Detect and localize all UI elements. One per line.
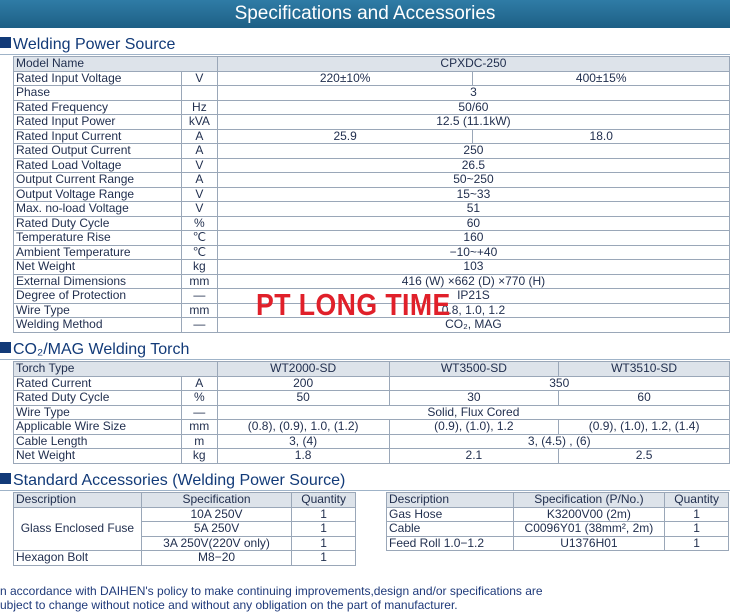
row-quantity: 1 xyxy=(665,507,729,522)
row-unit xyxy=(181,86,217,101)
row-label: Rated Input Power xyxy=(14,115,182,130)
table-row xyxy=(14,86,730,101)
row-unit: mm xyxy=(181,420,217,435)
table-header-row xyxy=(14,493,356,508)
row-value: (0.9), (1.0), 1.2 xyxy=(389,420,559,435)
header-model: WT3510-SD xyxy=(559,362,730,377)
row-unit: A xyxy=(181,129,217,144)
row-label: Applicable Wire Size xyxy=(14,420,182,435)
row-value: 220±10% xyxy=(217,71,473,86)
row-unit: mm xyxy=(181,303,217,318)
table-row xyxy=(14,144,730,159)
row-label: Net Weight xyxy=(14,260,182,275)
row-unit: mm xyxy=(181,274,217,289)
row-label: Output Voltage Range xyxy=(14,187,182,202)
row-label: Cable Length xyxy=(14,434,182,449)
section-square-icon xyxy=(0,37,11,48)
row-label: Phase xyxy=(14,86,182,101)
row-label: Feed Roll 1.0−1.2 xyxy=(387,536,514,551)
row-unit: A xyxy=(181,173,217,188)
row-value: 350 xyxy=(389,376,729,391)
section-title-power-source xyxy=(0,36,175,54)
section-rule xyxy=(0,490,730,491)
row-unit: ℃ xyxy=(181,231,217,246)
row-unit: A xyxy=(181,144,217,159)
row-unit: V xyxy=(181,202,217,217)
header-label: Torch Type xyxy=(14,362,218,377)
table-row xyxy=(387,536,729,551)
section-square-icon xyxy=(0,473,11,484)
row-unit: % xyxy=(181,391,217,406)
row-label: External Dimensions xyxy=(14,274,182,289)
row-value: 26.5 xyxy=(217,158,729,173)
row-value: 2.1 xyxy=(389,449,559,464)
header-model: WT2000-SD xyxy=(217,362,389,377)
table-row xyxy=(14,551,356,566)
row-value: 12.5 (11.1kW) xyxy=(217,115,729,130)
table-row xyxy=(14,420,730,435)
row-unit: — xyxy=(181,318,217,333)
row-value: 0.8, 1.0, 1.2 xyxy=(217,303,729,318)
row-spec: K3200V00 (2m) xyxy=(513,507,665,522)
table-row xyxy=(14,187,730,202)
header-quantity: Quantity xyxy=(665,493,729,508)
table-header-row xyxy=(14,57,730,72)
row-unit: m xyxy=(181,434,217,449)
row-value: 50~250 xyxy=(217,173,729,188)
table-row xyxy=(14,245,730,260)
row-unit: V xyxy=(181,71,217,86)
row-quantity: 1 xyxy=(292,536,356,551)
row-value: 60 xyxy=(217,216,729,231)
table-row xyxy=(14,231,730,246)
row-label: Cable xyxy=(387,522,514,537)
row-label: Max. no-load Voltage xyxy=(14,202,182,217)
table-row xyxy=(14,100,730,115)
row-label: Glass Enclosed Fuse xyxy=(14,507,142,551)
header-specification: Specification xyxy=(141,493,291,508)
row-value: 400±15% xyxy=(473,71,730,86)
row-value: 200 xyxy=(217,376,389,391)
row-unit: — xyxy=(181,289,217,304)
row-value: 3 xyxy=(217,86,729,101)
row-quantity: 1 xyxy=(292,507,356,522)
row-value: 3, (4.5) , (6) xyxy=(389,434,729,449)
table-row xyxy=(387,522,729,537)
table-row xyxy=(14,173,730,188)
row-label: Rated Current xyxy=(14,376,182,391)
row-value: −10~+40 xyxy=(217,245,729,260)
row-value: 103 xyxy=(217,260,729,275)
row-unit: V xyxy=(181,158,217,173)
row-value: CO₂, MAG xyxy=(217,318,729,333)
accessories-table-left xyxy=(13,492,356,566)
table-header-row xyxy=(387,493,729,508)
row-label: Net Weight xyxy=(14,449,182,464)
table-row xyxy=(387,507,729,522)
row-value: 2.5 xyxy=(559,449,730,464)
header-label: Model Name xyxy=(14,57,218,72)
row-quantity: 1 xyxy=(665,522,729,537)
header-model: WT3500-SD xyxy=(389,362,559,377)
row-unit: Hz xyxy=(181,100,217,115)
table-row xyxy=(14,216,730,231)
header-description: Description xyxy=(387,493,514,508)
watermark-text: PT LONG TIME xyxy=(256,287,451,322)
row-label: Rated Frequency xyxy=(14,100,182,115)
row-unit: A xyxy=(181,376,217,391)
footnote-line-2: ubject to change without notice and without any obligation on the part of manufacturer. xyxy=(0,598,458,612)
table-row xyxy=(14,449,730,464)
header-quantity: Quantity xyxy=(292,493,356,508)
section-rule xyxy=(0,359,730,360)
table-row xyxy=(14,115,730,130)
row-label: Ambient Temperature xyxy=(14,245,182,260)
row-spec: 5A 250V xyxy=(141,522,291,537)
table-row xyxy=(14,71,730,86)
table-row xyxy=(14,507,356,522)
row-label: Hexagon Bolt xyxy=(14,551,142,566)
torch-table xyxy=(13,361,730,464)
table-row xyxy=(14,129,730,144)
row-value: 51 xyxy=(217,202,729,217)
row-value: 160 xyxy=(217,231,729,246)
section-title-torch xyxy=(0,341,189,359)
table-row xyxy=(14,434,730,449)
row-spec: M8−20 xyxy=(141,551,291,566)
table-row xyxy=(14,158,730,173)
row-spec: C0096Y01 (38mm², 2m) xyxy=(513,522,665,537)
row-label: Wire Type xyxy=(14,303,182,318)
row-label: Rated Input Current xyxy=(14,129,182,144)
section-square-icon xyxy=(0,342,11,353)
row-quantity: 1 xyxy=(292,522,356,537)
row-label: Temperature Rise xyxy=(14,231,182,246)
row-spec: 10A 250V xyxy=(141,507,291,522)
page-banner: Specifications and Accessories xyxy=(0,0,730,28)
table-row xyxy=(14,376,730,391)
row-value: Solid, Flux Cored xyxy=(217,405,729,420)
row-value: 416 (W) ×662 (D) ×770 (H) xyxy=(217,274,729,289)
footnote-line-1: n accordance with DAIHEN's policy to make continuing improvements,design and/or specifications are xyxy=(0,584,543,598)
row-spec: 3A 250V(220V only) xyxy=(141,536,291,551)
row-value: 30 xyxy=(389,391,559,406)
header-model: CPXDC-250 xyxy=(217,57,729,72)
table-header-row xyxy=(14,362,730,377)
header-specification: Specification (P/No.) xyxy=(513,493,665,508)
row-unit: % xyxy=(181,216,217,231)
row-label: Rated Input Voltage xyxy=(14,71,182,86)
row-unit: ℃ xyxy=(181,245,217,260)
table-row xyxy=(14,260,730,275)
row-value: 60 xyxy=(559,391,730,406)
row-unit: — xyxy=(181,405,217,420)
row-label: Degree of Protection xyxy=(14,289,182,304)
row-unit: V xyxy=(181,187,217,202)
row-value: IP21S xyxy=(217,289,729,304)
row-quantity: 1 xyxy=(292,551,356,566)
section-rule xyxy=(0,54,730,55)
row-label: Rated Load Voltage xyxy=(14,158,182,173)
row-value: (0.8), (0.9), 1.0, (1.2) xyxy=(217,420,389,435)
table-row xyxy=(14,405,730,420)
row-unit: kVA xyxy=(181,115,217,130)
row-value: 1.8 xyxy=(217,449,389,464)
section-title-accessories xyxy=(0,472,345,490)
row-label: Output Current Range xyxy=(14,173,182,188)
table-row xyxy=(14,391,730,406)
row-label: Gas Hose xyxy=(387,507,514,522)
accessories-table-right xyxy=(386,492,729,551)
row-unit: kg xyxy=(181,449,217,464)
row-value: 15~33 xyxy=(217,187,729,202)
row-spec: U1376H01 xyxy=(513,536,665,551)
row-value: 50 xyxy=(217,391,389,406)
row-label: Rated Duty Cycle xyxy=(14,391,182,406)
row-label: Rated Duty Cycle xyxy=(14,216,182,231)
header-description: Description xyxy=(14,493,142,508)
table-row xyxy=(14,202,730,217)
row-unit: kg xyxy=(181,260,217,275)
row-value: 250 xyxy=(217,144,729,159)
row-value: 18.0 xyxy=(473,129,730,144)
section-title-text: CO₂/MAG Welding Torch xyxy=(13,341,190,358)
section-title-text: Welding Power Source xyxy=(13,36,176,53)
row-label: Welding Method xyxy=(14,318,182,333)
row-label: Rated Output Current xyxy=(14,144,182,159)
row-value: 25.9 xyxy=(217,129,473,144)
row-value: 3, (4) xyxy=(217,434,389,449)
row-value: (0.9), (1.0), 1.2, (1.4) xyxy=(559,420,730,435)
row-label: Wire Type xyxy=(14,405,182,420)
row-quantity: 1 xyxy=(665,536,729,551)
row-value: 50/60 xyxy=(217,100,729,115)
section-title-text: Standard Accessories (Welding Power Source) xyxy=(13,472,346,489)
